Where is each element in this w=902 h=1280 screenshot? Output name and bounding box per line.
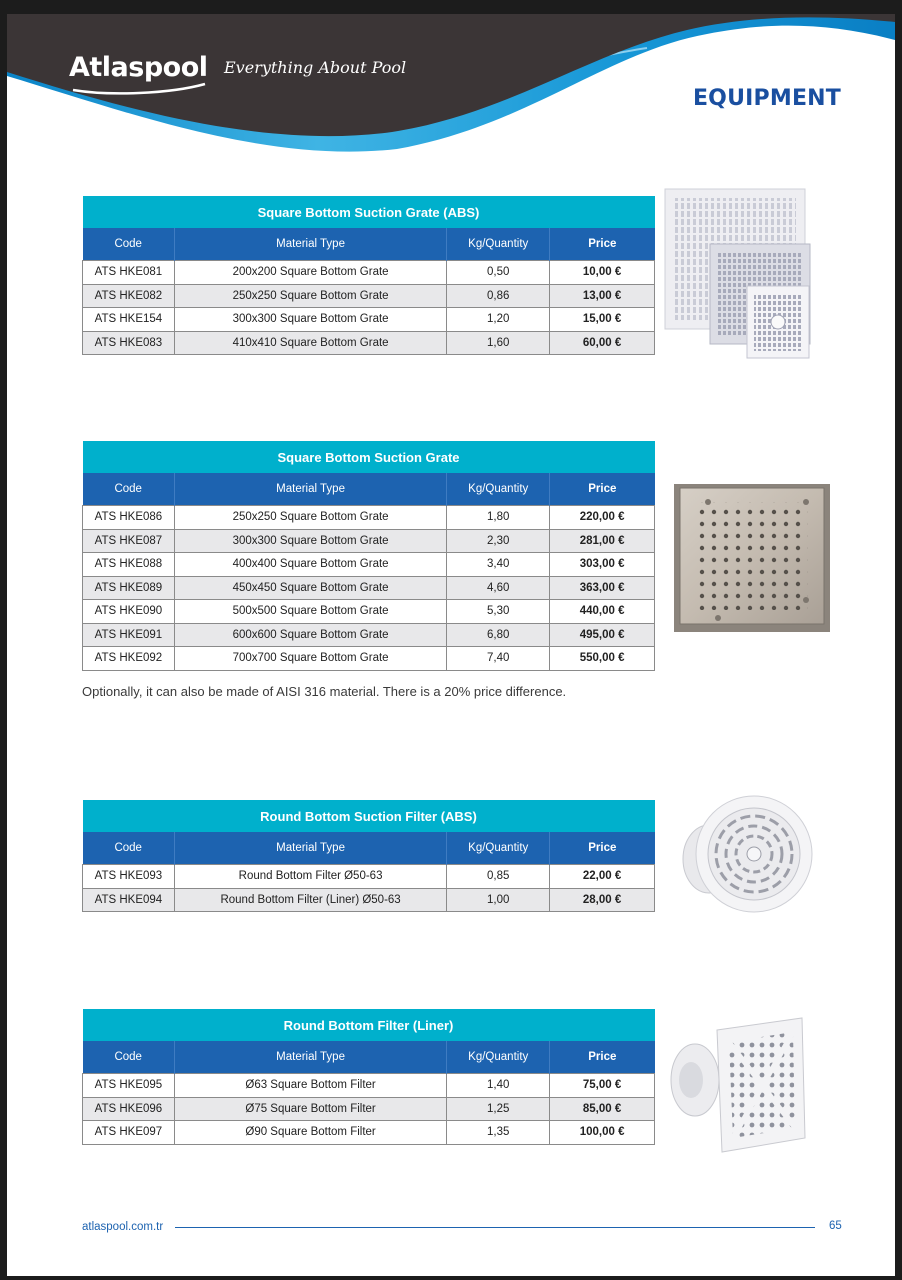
cell-price: 13,00 € [550,284,655,308]
cell-price: 363,00 € [550,576,655,600]
col-material: Material Type [174,228,446,261]
cell-kg: 0,86 [447,284,550,308]
table-row [83,331,655,355]
cell-code: ATS HKE090 [83,600,175,624]
cell-code: ATS HKE092 [83,647,175,671]
cell-price: 281,00 € [550,529,655,553]
col-code: Code [83,1041,175,1074]
cell-price: 550,00 € [550,647,655,671]
cell-kg: 1,00 [447,888,550,912]
cell-kg: 2,30 [447,529,550,553]
col-material: Material Type [174,1041,446,1074]
cell-code: ATS HKE089 [83,576,175,600]
cell-material: Ø63 Square Bottom Filter [174,1074,446,1098]
table-row [83,261,655,285]
cell-price: 15,00 € [550,308,655,332]
cell-material: 600x600 Square Bottom Grate [174,623,446,647]
logo-swoosh [69,82,209,96]
cell-material: 250x250 Square Bottom Grate [174,506,446,530]
col-kg: Kg/Quantity [447,228,550,261]
cell-material: 300x300 Square Bottom Grate [174,308,446,332]
cell-price: 85,00 € [550,1097,655,1121]
col-price: Price [550,228,655,261]
steel-grate-product-image [672,482,832,637]
cell-kg: 1,25 [447,1097,550,1121]
cell-material: 500x500 Square Bottom Grate [174,600,446,624]
cell-kg: 1,20 [447,308,550,332]
cell-price: 303,00 € [550,553,655,577]
cell-price: 10,00 € [550,261,655,285]
brand-tagline: Everything About Pool [224,58,407,77]
cell-code: ATS HKE081 [83,261,175,285]
cell-material: Round Bottom Filter (Liner) Ø50-63 [174,888,446,912]
cell-kg: 5,30 [447,600,550,624]
cell-material: Ø90 Square Bottom Filter [174,1121,446,1145]
col-kg: Kg/Quantity [447,473,550,506]
table-row [83,1121,655,1145]
cell-material: 700x700 Square Bottom Grate [174,647,446,671]
cell-kg: 1,35 [447,1121,550,1145]
cell-material: Round Bottom Filter Ø50-63 [174,865,446,889]
col-kg: Kg/Quantity [447,1041,550,1074]
atlaspool-logo: Atlaspool [69,52,208,83]
table-title: Round Bottom Suction Filter (ABS) [83,800,655,832]
cell-code: ATS HKE082 [83,284,175,308]
cell-price: 60,00 € [550,331,655,355]
table-row [83,888,655,912]
cell-kg: 7,40 [447,647,550,671]
table-abs-grate [82,196,655,355]
table-row [83,865,655,889]
col-price: Price [550,473,655,506]
cell-material: 200x200 Square Bottom Grate [174,261,446,285]
cell-kg: 6,80 [447,623,550,647]
cell-price: 28,00 € [550,888,655,912]
table-steel-grate [82,441,655,671]
table-row [83,506,655,530]
table-liner-filter [82,1009,655,1145]
cell-code: ATS HKE087 [83,529,175,553]
col-price: Price [550,1041,655,1074]
table-row [83,529,655,553]
cell-kg: 0,50 [447,261,550,285]
col-code: Code [83,228,175,261]
cell-price: 22,00 € [550,865,655,889]
cell-code: ATS HKE088 [83,553,175,577]
cell-kg: 4,60 [447,576,550,600]
cell-price: 495,00 € [550,623,655,647]
col-material: Material Type [174,473,446,506]
page-section-title: EQUIPMENT [692,86,841,111]
cell-code: ATS HKE093 [83,865,175,889]
abs-grate-product-image [662,186,812,366]
table-row [83,308,655,332]
cell-price: 75,00 € [550,1074,655,1098]
cell-material: 250x250 Square Bottom Grate [174,284,446,308]
footer-website[interactable]: atlaspool.com.tr [82,1221,164,1233]
table-row [83,647,655,671]
table-row [83,600,655,624]
cell-kg: 1,80 [447,506,550,530]
table-round-filter [82,800,655,912]
col-kg: Kg/Quantity [447,832,550,865]
table-title: Square Bottom Suction Grate [83,441,655,473]
col-code: Code [83,832,175,865]
table-row [83,1074,655,1098]
cell-material: Ø75 Square Bottom Filter [174,1097,446,1121]
cell-code: ATS HKE091 [83,623,175,647]
cell-code: ATS HKE086 [83,506,175,530]
cell-code: ATS HKE154 [83,308,175,332]
cell-material: 400x400 Square Bottom Grate [174,553,446,577]
catalog-page [7,14,895,1276]
cell-price: 440,00 € [550,600,655,624]
table-title: Round Bottom Filter (Liner) [83,1009,655,1041]
cell-material: 450x450 Square Bottom Grate [174,576,446,600]
table-row [83,553,655,577]
cell-price: 100,00 € [550,1121,655,1145]
cell-code: ATS HKE095 [83,1074,175,1098]
table-row [83,1097,655,1121]
page-number: 65 [829,1220,842,1232]
table-row [83,623,655,647]
table-row [83,576,655,600]
cell-kg: 3,40 [447,553,550,577]
col-price: Price [550,832,655,865]
footer-divider [175,1227,815,1228]
cell-code: ATS HKE083 [83,331,175,355]
liner-filter-product-image [667,1010,817,1160]
cell-code: ATS HKE096 [83,1097,175,1121]
cell-kg: 1,40 [447,1074,550,1098]
table-title: Square Bottom Suction Grate (ABS) [83,196,655,228]
cell-code: ATS HKE097 [83,1121,175,1145]
table-row [83,284,655,308]
round-filter-product-image [679,784,814,929]
cell-material: 300x300 Square Bottom Grate [174,529,446,553]
cell-kg: 1,60 [447,331,550,355]
cell-price: 220,00 € [550,506,655,530]
cell-material: 410x410 Square Bottom Grate [174,331,446,355]
col-material: Material Type [174,832,446,865]
col-code: Code [83,473,175,506]
material-note: Optionally, it can also be made of AISI 316 material. There is a 20% price difference. [82,684,567,699]
cell-code: ATS HKE094 [83,888,175,912]
cell-kg: 0,85 [447,865,550,889]
